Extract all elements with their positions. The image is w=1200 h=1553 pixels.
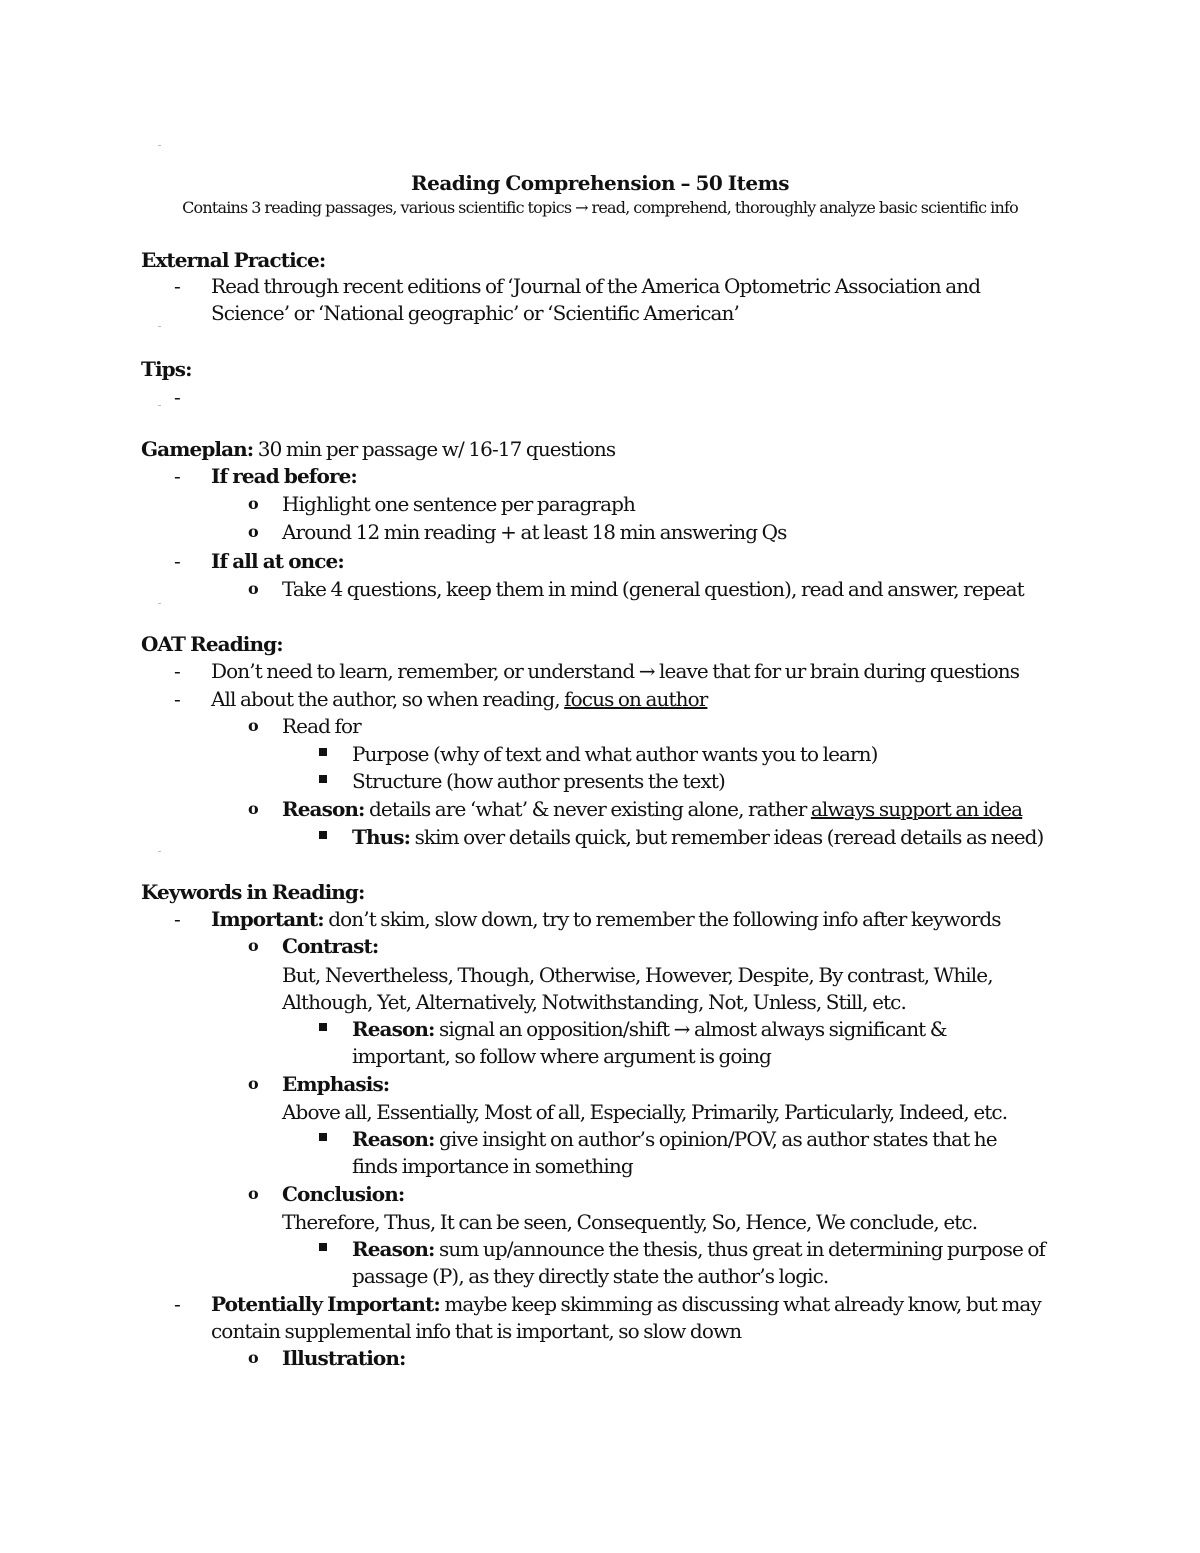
- focus-on-author-underlined: focus on author: [564, 687, 708, 711]
- read-before-item-1: Highlight one sentence per paragraph: [282, 492, 635, 516]
- dash-bullet: -: [174, 1292, 181, 1316]
- document-title: Reading Comprehension – 50 Items: [410, 171, 790, 195]
- external-practice-line-1: Read through recent editions of ‘Journal of the America Optometric Association and: [211, 274, 981, 298]
- circle-bullet: o: [248, 579, 259, 598]
- contrast-label: Contrast:: [282, 934, 379, 958]
- conclusion-reason-text: sum up/announce the thesis, thus great in determining purpose of: [434, 1237, 1045, 1261]
- reason-label: Reason:: [352, 1127, 435, 1151]
- emphasis-label: Emphasis:: [282, 1072, 390, 1096]
- oat-thus-line: [352, 824, 1043, 850]
- if-all-at-once-label: If all at once:: [211, 549, 344, 573]
- dash-bullet: -: [174, 907, 181, 931]
- oat-item-2: [211, 686, 707, 712]
- oat-reading-heading: OAT Reading:: [141, 632, 283, 656]
- stray-mark: [158, 326, 161, 327]
- tips-heading: Tips:: [141, 357, 192, 381]
- contrast-words-line-1: But, Nevertheless, Though, Otherwise, However, Despite, By contrast, While,: [282, 963, 993, 987]
- emphasis-reason-line-2: finds importance in something: [352, 1154, 633, 1178]
- read-for-purpose: Purpose (why of text and what author wants you to learn): [352, 742, 878, 766]
- circle-bullet: o: [248, 522, 259, 541]
- reason-label: Reason:: [352, 1017, 435, 1041]
- contrast-reason-line-2: important, so follow where argument is going: [352, 1044, 771, 1068]
- emphasis-words-line-1: Above all, Essentially, Most of all, Especially, Primarily, Particularly, Indeed, etc.: [282, 1100, 1008, 1124]
- important-label: Important:: [211, 907, 324, 931]
- conclusion-reason-line-1: [352, 1236, 1045, 1262]
- square-bullet: [319, 1133, 327, 1141]
- square-bullet: [319, 1243, 327, 1251]
- important-line: [211, 906, 1001, 932]
- illustration-label: Illustration:: [282, 1346, 406, 1370]
- contrast-reason-text: signal an opposition/shift → almost always significant &: [434, 1017, 947, 1041]
- stray-mark: [158, 603, 161, 604]
- potentially-important-line-1: [211, 1291, 1041, 1317]
- gameplan-line: [141, 436, 615, 462]
- reason-label: Reason:: [352, 1237, 435, 1261]
- reason-label: Reason:: [282, 797, 365, 821]
- circle-bullet: o: [248, 1348, 259, 1367]
- all-at-once-item-1: Take 4 questions, keep them in mind (general question), read and answer, repeat: [282, 577, 1024, 601]
- read-before-item-2: Around 12 min reading + at least 18 min answering Qs: [282, 520, 787, 544]
- thus-label: Thus:: [352, 825, 411, 849]
- external-practice-heading: External Practice:: [141, 248, 326, 272]
- reason-text: details are ‘what’ & never existing alone, rather: [364, 797, 811, 821]
- dash-bullet: -: [174, 385, 181, 409]
- potentially-important-text: maybe keep skimming as discussing what already know, but may: [439, 1292, 1041, 1316]
- stray-mark: [158, 851, 161, 852]
- circle-bullet: o: [248, 716, 259, 735]
- external-practice-line-2: Science’ or ‘National geographic’ or ‘Scientific American’: [211, 301, 739, 325]
- dash-bullet: -: [174, 274, 181, 298]
- potentially-important-line-2: contain supplemental info that is important, so slow down: [211, 1319, 742, 1343]
- dash-bullet: -: [174, 687, 181, 711]
- document-subtitle: Contains 3 reading passages, various scientific topics → read, comprehend, thoroughly analyze basic scientific info: [182, 198, 1018, 217]
- square-bullet: [319, 831, 327, 839]
- thus-text: skim over details quick, but remember ideas (reread details as need): [410, 825, 1044, 849]
- square-bullet: [319, 775, 327, 783]
- oat-reason-line: [282, 796, 1022, 822]
- contrast-reason-line-1: [352, 1016, 947, 1042]
- oat-item-2-text: All about the author, so when reading,: [211, 687, 565, 711]
- gameplan-text: 30 min per passage w/ 16-17 questions: [253, 437, 616, 461]
- dash-bullet: -: [174, 659, 181, 683]
- circle-bullet: o: [248, 1184, 259, 1203]
- emphasis-reason-line-1: [352, 1126, 997, 1152]
- dash-bullet: -: [174, 549, 181, 573]
- square-bullet: [319, 748, 327, 756]
- read-for-structure: Structure (how author presents the text): [352, 769, 725, 793]
- emphasis-reason-text: give insight on author’s opinion/POV, as author states that he: [434, 1127, 997, 1151]
- always-support-underlined: always support an idea: [810, 797, 1023, 821]
- circle-bullet: o: [248, 1074, 259, 1093]
- conclusion-words-line-1: Therefore, Thus, It can be seen, Consequently, So, Hence, We conclude, etc.: [282, 1210, 978, 1234]
- conclusion-reason-line-2: passage (P), as they directly state the author’s logic.: [352, 1264, 829, 1288]
- conclusion-label: Conclusion:: [282, 1182, 405, 1206]
- stray-mark: [158, 145, 161, 146]
- read-for-label: Read for: [282, 714, 361, 738]
- oat-item-1: Don’t need to learn, remember, or understand → leave that for ur brain during questions: [211, 659, 1020, 683]
- stray-mark: [158, 405, 161, 406]
- circle-bullet: o: [248, 799, 259, 818]
- circle-bullet: o: [248, 936, 259, 955]
- contrast-words-line-2: Although, Yet, Alternatively, Notwithstanding, Not, Unless, Still, etc.: [282, 990, 906, 1014]
- potentially-important-label: Potentially Important:: [211, 1292, 440, 1316]
- square-bullet: [319, 1023, 327, 1031]
- keywords-heading: Keywords in Reading:: [141, 880, 365, 904]
- gameplan-heading: Gameplan:: [141, 437, 254, 461]
- if-read-before-label: If read before:: [211, 464, 357, 488]
- important-text: don’t skim, slow down, try to remember the following info after keywords: [323, 907, 1001, 931]
- dash-bullet: -: [174, 464, 181, 488]
- circle-bullet: o: [248, 494, 259, 513]
